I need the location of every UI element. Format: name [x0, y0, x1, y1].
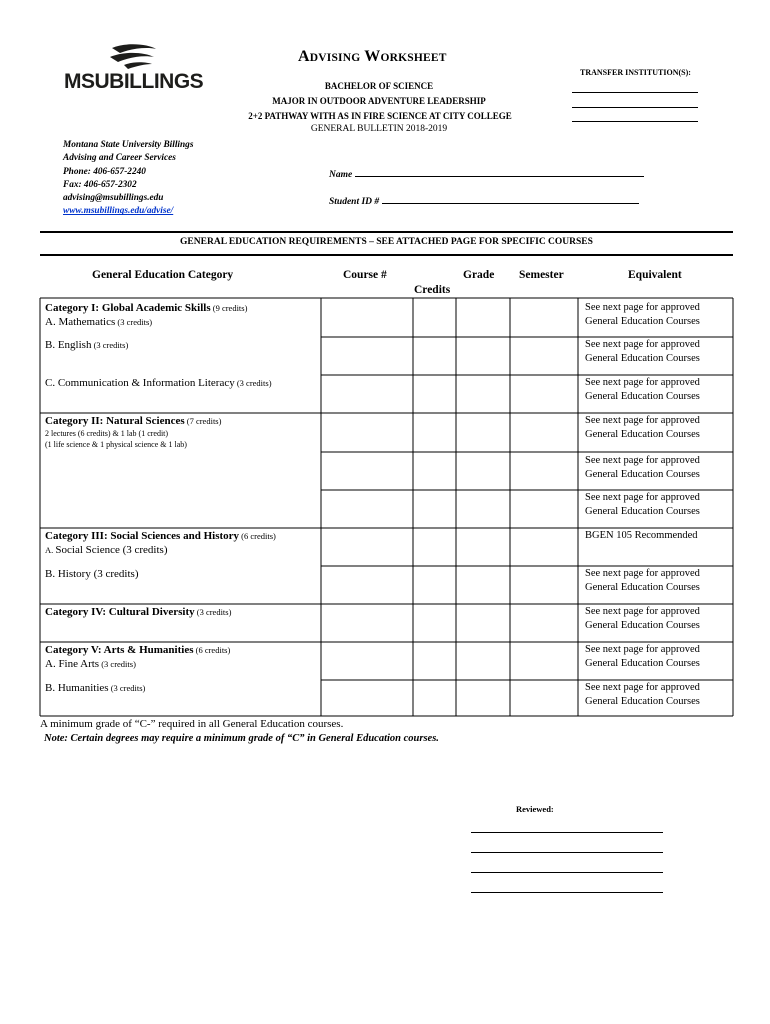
office-name: Advising and Career Services: [63, 153, 176, 164]
row-category-3-social-sciences: Category III: Social Sciences and History (6 credits) A. Social Science (3 credits): [45, 530, 276, 556]
section-heading: GENERAL EDUCATION REQUIREMENTS – SEE ATTACHED PAGE FOR SPECIFIC COURSES: [180, 237, 593, 247]
contact-block: [63, 139, 193, 219]
msu-billings-logo: [64, 44, 214, 94]
credits-cell[interactable]: [414, 605, 455, 641]
course-cell[interactable]: [322, 453, 412, 489]
course-cell[interactable]: [322, 529, 412, 565]
semester-cell[interactable]: [511, 681, 577, 715]
credits-cell[interactable]: [414, 491, 455, 527]
credits-cell[interactable]: [414, 453, 455, 489]
semester-cell[interactable]: [511, 567, 577, 603]
row-equivalent-4: See next page for approved General Education Courses: [585, 415, 700, 440]
credits-cell[interactable]: [414, 567, 455, 603]
student-id-label: Student ID #: [329, 197, 380, 207]
logo-swoosh-icon: [110, 44, 158, 70]
transfer-institution-line-1[interactable]: [572, 92, 698, 93]
row-equivalent-9: See next page for approved General Education Courses: [585, 606, 700, 631]
transfer-institution-label: TRANSFER INSTITUTION(S):: [580, 68, 691, 77]
course-cell[interactable]: [322, 605, 412, 641]
row-equivalent-5: See next page for approved General Education Courses: [585, 455, 700, 480]
worksheet-title: ADVISING WORKSHEET: [298, 48, 447, 65]
credits-cell[interactable]: [414, 681, 455, 715]
grade-cell[interactable]: [457, 338, 509, 374]
reviewed-line-2[interactable]: [471, 852, 663, 853]
grade-cell[interactable]: [457, 491, 509, 527]
reviewed-line-3[interactable]: [471, 872, 663, 873]
column-header-grade: Grade: [463, 269, 495, 281]
row-equivalent-11: See next page for approved General Education Courses: [585, 682, 700, 707]
semester-cell[interactable]: [511, 453, 577, 489]
semester-cell[interactable]: [511, 299, 577, 336]
email-address: advising@msubillings.edu: [63, 193, 164, 204]
grade-cell[interactable]: [457, 414, 509, 451]
logo-wordmark: MSUBILLINGS: [64, 70, 204, 93]
certain-degrees-note: Note: Certain degrees may require a minimum grade of “C” in General Education courses.: [44, 733, 439, 744]
reviewed-label: Reviewed:: [516, 804, 554, 814]
major-heading: MAJOR IN OUTDOOR ADVENTURE LEADERSHIP: [272, 96, 486, 106]
grade-cell[interactable]: [457, 376, 509, 412]
column-header-course: Course #: [343, 269, 387, 281]
column-header-semester: Semester: [519, 269, 564, 281]
degree-heading: BACHELOR OF SCIENCE: [324, 81, 434, 91]
phone-number: Phone: 406-657-2240: [63, 166, 146, 177]
pathway-heading: 2+2 PATHWAY WITH AS IN FIRE SCIENCE AT CITY COLLEGE: [248, 111, 512, 121]
grade-cell[interactable]: [457, 681, 509, 715]
credits-cell[interactable]: [414, 529, 455, 565]
reviewed-line-1[interactable]: [471, 832, 663, 833]
semester-cell[interactable]: [511, 491, 577, 527]
column-header-equivalent: Equivalent: [628, 269, 682, 281]
grade-cell[interactable]: [457, 567, 509, 603]
university-name: Montana State University Billings: [63, 140, 194, 150]
name-field[interactable]: [329, 167, 644, 180]
semester-cell[interactable]: [511, 643, 577, 679]
transfer-institution-line-2[interactable]: [572, 107, 698, 108]
reviewed-line-4[interactable]: [471, 892, 663, 893]
column-header-credits: Credits: [414, 284, 451, 296]
course-cell[interactable]: [322, 643, 412, 679]
credits-cell[interactable]: [414, 299, 455, 336]
row-equivalent-3: See next page for approved General Education Courses: [585, 377, 700, 402]
column-header-category: General Education Category: [92, 269, 234, 281]
row-category-4-cultural-diversity: Category IV: Cultural Diversity (3 credits): [45, 606, 232, 618]
semester-cell[interactable]: [511, 376, 577, 412]
row-equivalent-7: BGEN 105 Recommended: [585, 530, 698, 541]
semester-cell[interactable]: [511, 414, 577, 451]
name-line[interactable]: [355, 167, 644, 177]
semester-cell[interactable]: [511, 605, 577, 641]
row-communication: C. Communication & Information Literacy (3 credits): [45, 377, 272, 389]
row-history: B. History (3 credits): [45, 568, 139, 580]
course-cell[interactable]: [322, 491, 412, 527]
section-rule-top: [40, 231, 733, 233]
row-equivalent-2: See next page for approved General Education Courses: [585, 339, 700, 364]
row-english: B. English (3 credits): [45, 339, 129, 351]
fax-number: Fax: 406-657-2302: [63, 179, 137, 190]
grade-cell[interactable]: [457, 453, 509, 489]
grade-cell[interactable]: [457, 643, 509, 679]
row-category-5-arts-humanities: Category V: Arts & Humanities (6 credits) A. Fine Arts (3 credits): [45, 644, 231, 670]
grade-cell[interactable]: [457, 605, 509, 641]
row-equivalent-8: See next page for approved General Education Courses: [585, 568, 700, 593]
bulletin-heading: GENERAL BULLETIN 2018-2019: [310, 124, 448, 134]
row-equivalent-10: See next page for approved General Education Courses: [585, 644, 700, 669]
semester-cell[interactable]: [511, 338, 577, 374]
minimum-grade-note: A minimum grade of “C-” required in all General Education courses.: [40, 718, 344, 730]
credits-cell[interactable]: [414, 643, 455, 679]
student-id-line[interactable]: [382, 194, 639, 204]
course-cell[interactable]: [322, 414, 412, 451]
row-category-2-natural-sciences: Category II: Natural Sciences (7 credits) 2 lectures (6 credits) & 1 lab (1 credit) (1 life science & 1 physical science & 1 lab): [45, 415, 222, 449]
row-category-1-math: Category I: Global Academic Skills (9 credits) A. Mathematics (3 credits): [45, 302, 248, 328]
course-cell[interactable]: [322, 338, 412, 374]
transfer-institution-line-3[interactable]: [572, 121, 698, 122]
credits-cell[interactable]: [414, 376, 455, 412]
name-label: Name: [329, 170, 353, 180]
credits-cell[interactable]: [414, 338, 455, 374]
course-cell[interactable]: [322, 567, 412, 603]
course-cell[interactable]: [322, 681, 412, 715]
row-equivalent-1: See next page for approved General Education Courses: [585, 302, 700, 327]
row-humanities: B. Humanities (3 credits): [45, 682, 146, 694]
semester-cell[interactable]: [511, 529, 577, 565]
student-id-field[interactable]: [329, 194, 639, 207]
credits-cell[interactable]: [414, 414, 455, 451]
grade-cell[interactable]: [457, 299, 509, 336]
website-link[interactable]: www.msubillings.edu/advise/: [63, 206, 174, 217]
course-cell[interactable]: [322, 376, 412, 412]
section-rule-bottom: [40, 254, 733, 256]
course-cell[interactable]: [322, 299, 412, 336]
grade-cell[interactable]: [457, 529, 509, 565]
row-equivalent-6: See next page for approved General Education Courses: [585, 492, 700, 517]
